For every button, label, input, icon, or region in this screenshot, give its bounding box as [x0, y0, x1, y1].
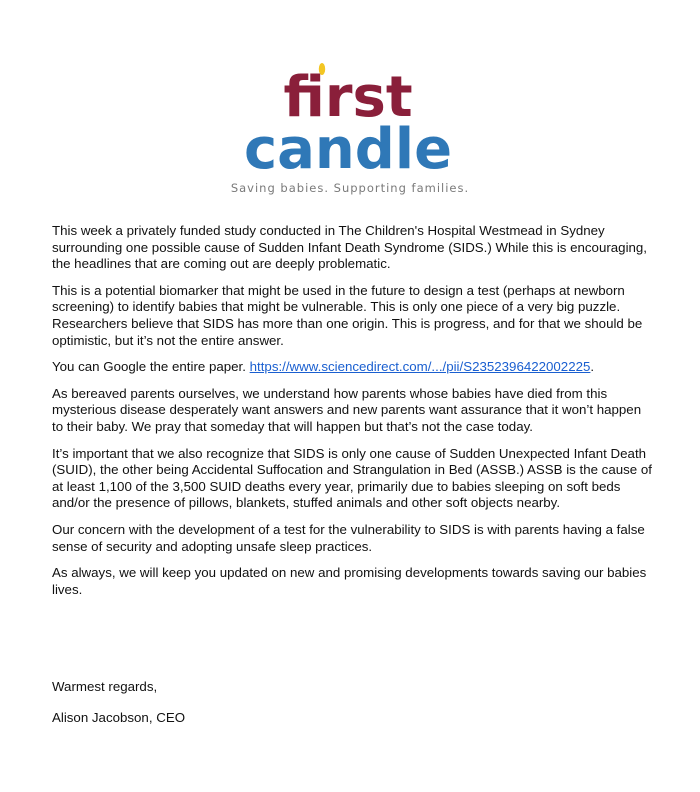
- paragraph-5: Our concern with the development of a test for the vulnerability to SIDS is with parents having a false sense of security and adopting unsafe sleep practices.: [52, 521, 645, 554]
- signature: Alison Jacobson, CEO: [52, 709, 186, 725]
- logo-graphic: [230, 60, 470, 175]
- link-prefix: You can Google the entire paper.: [52, 359, 250, 375]
- paragraph-2: This is a potential biomarker that might be used in the future to design a test (perhaps at newborn screening) to identify babies that might be vulnerable. This is only one piece of a very big puzzle. Researchers believe that SIDS has more than one origin. This is progress, and for that we should be optimistic, but it’s not the entire answer.: [52, 282, 643, 348]
- letter-body: [52, 223, 652, 608]
- paragraph-link: [52, 359, 652, 376]
- logo-word-candle: candle: [243, 117, 453, 175]
- paragraph-3: As bereaved parents ourselves, we understand how parents whose babies have died from this mysterious disease desperately want answers and new parents want assurance that it won’t happen to their baby. We pray that someday that will happen but that’s not the case today.: [52, 385, 642, 434]
- paragraph-4: It’s important that we also recognize that SIDS is only one cause of Sudden Unexpected Infant Death (SUID), the other being Accidental Suffocation and Strangulation in Bed (ASSB.) ASSB is the cause of at least 1,100 of the 3,500 SUID deaths every year, primarily due to babies sleeping on soft beds and/or the presence of pillows, blankets, stuffed animals and other soft objects nearby.: [52, 445, 652, 511]
- letter-closing: [52, 679, 185, 740]
- logo-word-first: first: [283, 65, 413, 130]
- first-candle-logo: [0, 60, 700, 175]
- link-suffix: .: [590, 359, 595, 375]
- salutation: Warmest regards,: [52, 679, 158, 694]
- tagline: Saving babies. Supporting families.: [230, 181, 470, 195]
- paper-link[interactable]: https://www.sciencedirect.com/.../pii/S2352396422002225: [249, 359, 591, 375]
- paragraph-6: As always, we will keep you updated on new and promising developments towards saving our babies lives.: [52, 565, 647, 597]
- paragraph-1: This week a privately funded study conducted in The Children's Hospital Westmead in Sydney surrounding one possible cause of Sudden Infant Death Syndrome (SIDS.) While this is encouraging, the headlines that are coming out are deeply problematic.: [52, 223, 648, 272]
